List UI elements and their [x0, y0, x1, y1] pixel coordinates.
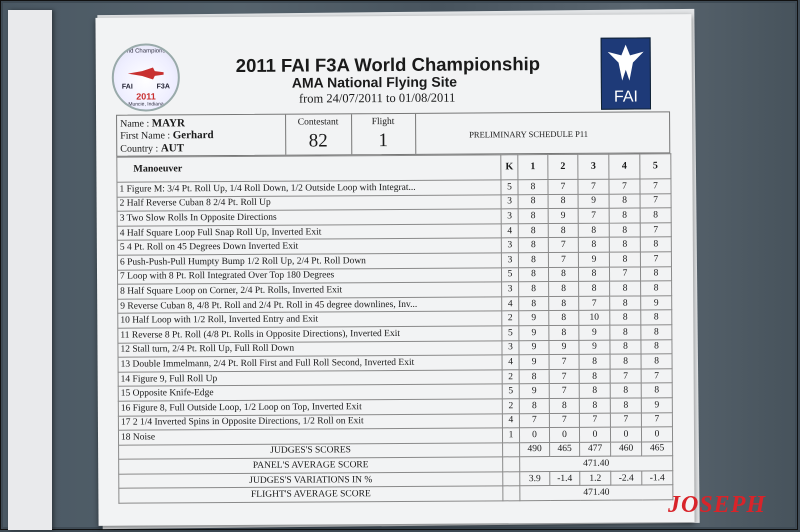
airplane-icon — [128, 67, 164, 79]
judge-variation: -2.4 — [611, 471, 642, 486]
k-factor: 3 — [501, 238, 518, 253]
k-factor: 3 — [501, 194, 518, 209]
pilot-first-line — [120, 129, 214, 142]
contestant-label: Contestant — [297, 117, 339, 128]
variations-label: JUDGES'S VARIATIONS IN % — [119, 472, 503, 489]
header-judge-3: 3 — [578, 154, 609, 179]
manoeuvre-name: 3 Two Slow Rolls In Opposite Directions — [117, 209, 501, 226]
page-title: 2011 FAI F3A World Championship — [235, 53, 541, 76]
manoeuvre-name: 7 Loop with 8 Pt. Roll Integrated Over Top 180 Degrees — [117, 267, 501, 284]
judge-score: 8 — [641, 281, 672, 296]
first-name-label: First Name : — [120, 130, 171, 142]
judge-score: 7 — [640, 179, 671, 194]
judge-score: 8 — [641, 354, 672, 369]
judge-score: 8 — [609, 194, 640, 209]
judge-score: 8 — [610, 310, 641, 325]
k-factor: 2 — [502, 311, 519, 326]
judge-score: 7 — [640, 193, 671, 208]
judge-score: 9 — [578, 252, 609, 267]
judge-score: 8 — [519, 296, 549, 311]
header-manoeuver: Manoeuver — [117, 155, 501, 182]
judge-score: 0 — [610, 427, 641, 442]
manoeuvre-name: 9 Reverse Cuban 8, 4/8 Pt. Roll and 2/4 Pt. Roll in 45 degree downlines, Inv... — [118, 297, 502, 314]
judge-score: 0 — [641, 427, 672, 442]
manoeuvre-name: 4 Half Square Loop Full Snap Roll Up, Inverted Exit — [117, 224, 501, 241]
k-factor: 4 — [502, 413, 519, 428]
pilot-name: MAYR — [151, 117, 186, 130]
judge-total: 465 — [550, 442, 580, 457]
k-factor: 3 — [502, 340, 519, 355]
photographer-watermark: JOSEPH — [668, 492, 767, 518]
judge-score: 9 — [579, 325, 610, 340]
judge-score: 9 — [548, 209, 578, 224]
judge-score: 8 — [609, 237, 640, 252]
judge-score: 8 — [610, 398, 641, 413]
judge-score: 7 — [610, 412, 641, 427]
flight-average-value: 471.40 — [520, 485, 673, 501]
judge-score: 8 — [518, 238, 548, 253]
judge-score: 9 — [641, 398, 672, 413]
background-sheet — [8, 10, 52, 530]
judge-score: 7 — [548, 179, 578, 194]
judge-score: 8 — [578, 223, 609, 238]
judge-score: 8 — [579, 369, 610, 384]
manoeuvre-name: 12 Stall turn, 2/4 Pt. Roll Up, Full Roll Down — [118, 340, 502, 357]
pilot-country-line — [120, 142, 184, 154]
k-factor: 2 — [502, 369, 519, 384]
page-subtitle: AMA National Flying Site — [291, 73, 458, 91]
judge-variation: 1.2 — [580, 471, 611, 486]
manoeuvre-name: 16 Figure 8, Full Outside Loop, 1/2 Loop on Top, Inverted Exit — [118, 399, 502, 416]
judge-score: 8 — [640, 237, 671, 252]
judge-score: 7 — [578, 208, 609, 223]
k-factor: 5 — [502, 326, 519, 341]
judge-score: 8 — [610, 325, 641, 340]
judge-score: 7 — [609, 267, 640, 282]
judge-score: 8 — [640, 266, 671, 281]
judge-score: 8 — [518, 209, 548, 224]
judge-score: 8 — [549, 325, 579, 340]
manoeuvre-name: 1 Figure M: 3/4 Pt. Roll Up, 1/4 Roll Down, 1/2 Outside Loop with Integrat... — [117, 180, 501, 197]
manoeuvre-name: 2 Half Reverse Cuban 8 2/4 Pt. Roll Up — [117, 194, 501, 211]
judge-score: 7 — [549, 355, 579, 370]
judge-score: 8 — [549, 282, 579, 297]
manoeuvre-name: 13 Double Immelmann, 2/4 Pt. Roll First and Full Roll Second, Inverted Exit — [118, 355, 502, 372]
pilot-country: AUT — [160, 142, 185, 155]
judge-score: 10 — [579, 311, 610, 326]
judge-score: 7 — [549, 384, 579, 399]
judge-score: 9 — [519, 384, 549, 399]
judge-score: 8 — [518, 253, 548, 268]
k-factor: 5 — [502, 384, 519, 399]
judge-score: 8 — [518, 180, 548, 195]
divider — [415, 114, 416, 154]
k-factor: 4 — [502, 296, 519, 311]
manoeuvre-name: 5 4 Pt. Roll on 45 Degrees Down Inverted Exit — [117, 238, 501, 255]
judge-score: 7 — [579, 413, 610, 428]
judge-score: 8 — [610, 340, 641, 355]
k-factor: 3 — [501, 209, 518, 224]
judge-total: 460 — [611, 442, 642, 457]
header-judge-4: 4 — [609, 154, 640, 179]
judge-score: 0 — [519, 428, 549, 443]
judge-score: 7 — [641, 369, 672, 384]
flight-average-label: FLIGHT'S AVERAGE SCORE — [119, 486, 503, 503]
judge-score: 8 — [579, 354, 610, 369]
empty-cell — [503, 472, 520, 487]
judge-total: 477 — [580, 442, 611, 457]
name-label: Name : — [120, 118, 150, 130]
k-factor: 1 — [502, 428, 519, 443]
manoeuvre-name: 15 Opposite Knife-Edge — [118, 384, 502, 401]
judge-score: 8 — [548, 223, 578, 238]
judge-score: 7 — [610, 369, 641, 384]
score-table — [116, 153, 673, 503]
score-table-body — [117, 179, 673, 503]
judge-score: 9 — [579, 340, 610, 355]
eagle-icon — [608, 44, 644, 80]
judge-variation: -1.4 — [550, 471, 580, 486]
judge-score: 8 — [519, 369, 549, 384]
header-judge-1: 1 — [518, 155, 548, 180]
judge-score: 8 — [609, 252, 640, 267]
k-factor: 3 — [501, 253, 518, 268]
contestant-number: 82 — [308, 130, 328, 152]
judge-score: 9 — [578, 194, 609, 209]
manoeuvre-name: 11 Reverse 8 Pt. Roll (4/8 Pt. Rolls in Opposite Directions), Inverted Exit — [118, 326, 502, 343]
judge-score: 8 — [578, 267, 609, 282]
judge-score: 8 — [610, 296, 641, 311]
judge-score: 8 — [548, 194, 578, 209]
pilot-name-line — [120, 117, 185, 129]
judge-score: 8 — [518, 194, 548, 209]
judge-total: 490 — [520, 442, 550, 457]
judge-score: 8 — [641, 383, 672, 398]
judge-score: 7 — [549, 413, 579, 428]
judge-total: 465 — [642, 441, 673, 456]
judge-score: 7 — [579, 296, 610, 311]
judge-score: 8 — [609, 208, 640, 223]
fai-logo — [601, 37, 651, 109]
judge-score: 8 — [641, 325, 672, 340]
judge-score: 9 — [519, 355, 549, 370]
judge-score: 8 — [579, 281, 610, 296]
k-factor: 4 — [501, 224, 518, 239]
fai-logo-text: FAI — [613, 88, 638, 106]
judge-score: 9 — [519, 340, 549, 355]
pilot-first-name: Gerhard — [172, 129, 214, 142]
summary-row-flight-average — [119, 485, 673, 503]
empty-cell — [503, 457, 520, 472]
judge-score: 0 — [579, 427, 610, 442]
judge-score: 8 — [609, 223, 640, 238]
country-label: Country : — [120, 143, 159, 155]
panel-average-value: 471.40 — [520, 456, 673, 472]
judge-score: 7 — [641, 412, 672, 427]
judge-score: 9 — [519, 325, 549, 340]
judge-score: 8 — [641, 310, 672, 325]
logo-bottom-text: Muncie, Indiana — [128, 101, 164, 108]
judge-score: 7 — [548, 238, 578, 253]
judge-score: 7 — [519, 413, 549, 428]
judge-score: 8 — [549, 398, 579, 413]
manoeuvre-name: 18 Noise — [118, 428, 502, 445]
judges-scores-label: JUDGES'S SCORES — [119, 443, 503, 460]
judge-variation: -1.4 — [642, 471, 673, 486]
manoeuvre-name: 17 2 1/4 Inverted Spins in Opposite Directions, 1/2 Roll on Exit — [118, 413, 502, 430]
manoeuvre-name: 8 Half Square Loop on Corner, 2/4 Pt. Rolls, Inverted Exit — [118, 282, 502, 299]
header-judge-5: 5 — [640, 154, 671, 179]
judge-score: 9 — [519, 311, 549, 326]
judge-score: 9 — [549, 340, 579, 355]
event-dates: from 24/07/2011 to 01/08/2011 — [298, 90, 456, 106]
flight-label: Flight — [371, 117, 395, 128]
schedule-label: PRELIMINARY SCHEDULE P11 — [469, 128, 589, 140]
judge-score: 8 — [579, 384, 610, 399]
judge-score: 8 — [610, 354, 641, 369]
pilot-info-box — [116, 111, 670, 156]
k-factor: 4 — [502, 355, 519, 370]
k-factor: 5 — [501, 267, 518, 282]
logo-fai-text: FAI — [121, 83, 133, 91]
k-factor: 5 — [501, 180, 518, 195]
k-factor: 3 — [502, 282, 519, 297]
header-k: K — [501, 155, 518, 180]
judge-score: 8 — [519, 398, 549, 413]
manoeuvre-name: 10 Half Loop with 1/2 Roll, Inverted Entry and Exit — [118, 311, 502, 328]
judge-score: 7 — [609, 179, 640, 194]
empty-cell — [503, 442, 520, 457]
manoeuvre-name: 14 Figure 9, Full Roll Up — [118, 370, 502, 387]
championship-logo — [112, 43, 180, 111]
panel-average-label: PANEL'S AVERAGE SCORE — [119, 457, 503, 474]
judge-score: 8 — [640, 208, 671, 223]
judge-score: 0 — [549, 427, 579, 442]
judge-score: 7 — [578, 179, 609, 194]
empty-cell — [503, 486, 520, 501]
judge-score: 8 — [549, 296, 579, 311]
judge-score: 7 — [640, 252, 671, 267]
k-factor: 2 — [502, 399, 519, 414]
score-sheet — [95, 14, 694, 526]
judge-score: 8 — [579, 398, 610, 413]
judge-score: 8 — [578, 238, 609, 253]
judge-score: 8 — [518, 267, 548, 282]
judge-score: 8 — [518, 223, 548, 238]
judge-score: 7 — [548, 252, 578, 267]
judge-score: 7 — [640, 223, 671, 238]
judge-score: 7 — [549, 369, 579, 384]
flight-number: 1 — [378, 130, 389, 152]
judge-score: 8 — [610, 281, 641, 296]
logo-top-text: World Championship — [117, 48, 174, 55]
judge-score: 8 — [610, 383, 641, 398]
logo-year: 2011 — [136, 91, 156, 102]
logo-f3a-text: F3A — [156, 83, 170, 91]
judge-score: 8 — [549, 311, 579, 326]
table-header-row — [117, 154, 671, 182]
judge-variation: 3.9 — [520, 471, 550, 486]
manoeuvre-name: 6 Push-Push-Pull Humpty Bump 1/2 Roll Up, 2/4 Pt. Roll Down — [117, 253, 501, 270]
judge-score: 8 — [519, 282, 549, 297]
judge-score: 8 — [641, 339, 672, 354]
judge-score: 8 — [548, 267, 578, 282]
header-judge-2: 2 — [548, 154, 578, 179]
judge-score: 9 — [641, 296, 672, 311]
